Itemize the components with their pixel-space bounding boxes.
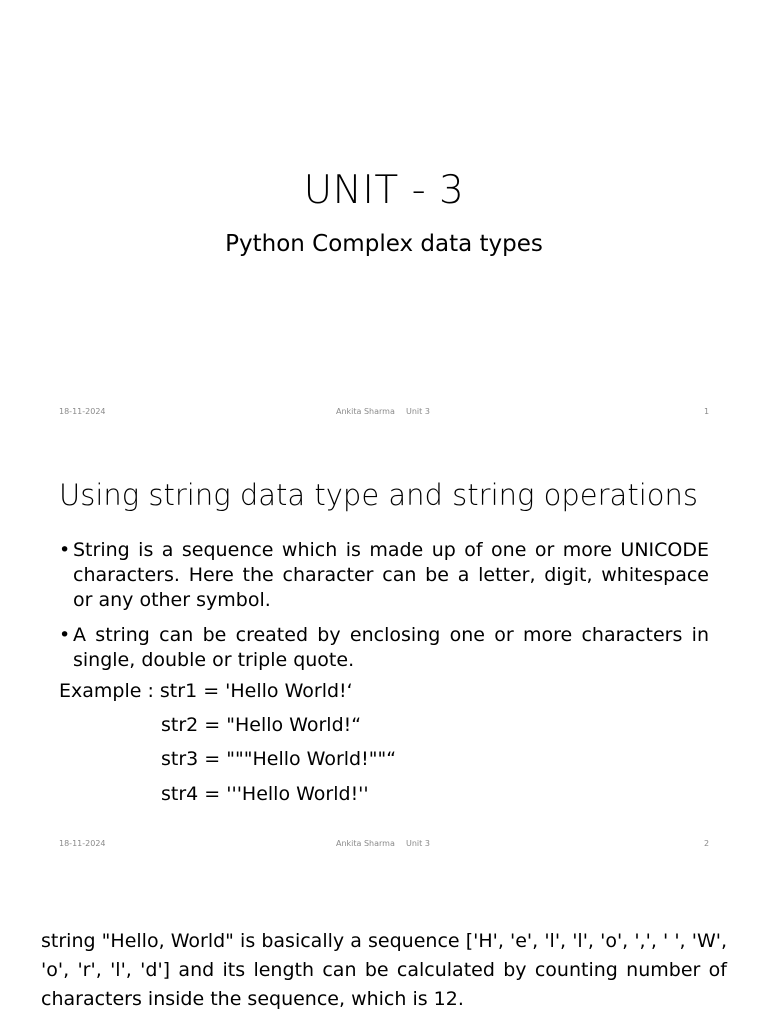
footer-page-number: 1 (704, 407, 710, 416)
bullet-item (59, 538, 709, 613)
example-line: str2 = "Hello World!“ (161, 714, 362, 736)
footer-author: Ankita Sharma (336, 839, 395, 848)
body-paragraph: string "Hello, World" is basically a sequence ['H', 'e', 'l', 'l', 'o', ',', ' ', 'W', 'o', 'r', 'l', 'd'] and its length can be calculated by counting number of characters inside the sequence, which is 12. (41, 930, 727, 1010)
example-label: Example : str1 = 'Hello World!‘ (59, 680, 353, 702)
bullet-list (59, 538, 709, 683)
footer-unit: Unit 3 (406, 407, 430, 416)
footer-date: 18-11-2024 (59, 407, 106, 416)
slide-footer (0, 839, 768, 851)
slide-2 (0, 432, 768, 865)
bullet-item (59, 623, 709, 673)
example-line: str4 = '''Hello World!'' (161, 783, 369, 805)
footer-unit: Unit 3 (406, 839, 430, 848)
bullet-text: String is a sequence which is made up of one or more UNICODE characters. Here the character can be a letter, digit, whitespace or any other symbol. (73, 539, 709, 611)
slide-footer (0, 407, 768, 419)
bullet-text: A string can be created by enclosing one or more characters in single, double or triple quote. (73, 624, 709, 671)
bullet-icon: • (59, 624, 71, 646)
slide-3 (0, 865, 768, 1024)
footer-date: 18-11-2024 (59, 839, 106, 848)
slide-title: UNIT - 3 (303, 168, 465, 213)
bullet-icon: • (59, 539, 71, 561)
slide-title: Using string data type and string operations (59, 478, 698, 512)
slide-subtitle: Python Complex data types (225, 231, 543, 257)
slide-1 (0, 0, 768, 432)
example-line: str3 = """Hello World!""“ (161, 748, 397, 770)
footer-author: Ankita Sharma (336, 407, 395, 416)
footer-page-number: 2 (704, 839, 710, 848)
